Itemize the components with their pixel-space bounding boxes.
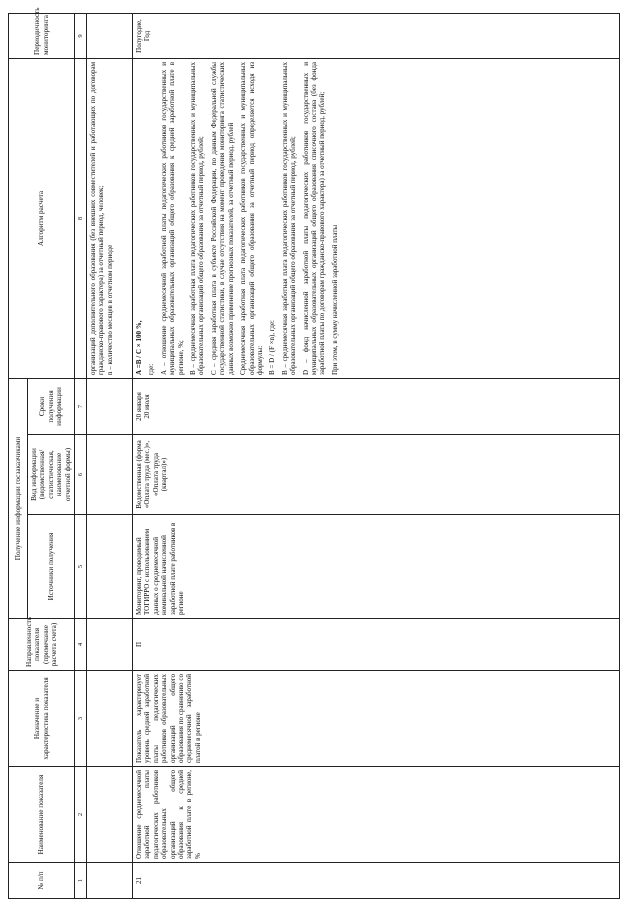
indicators-table	[8, 7, 620, 899]
header-group-info: Получение информации госзаказчиками	[9, 379, 28, 619]
indicator-direction: П	[133, 619, 620, 671]
algorithm-cell	[133, 59, 620, 379]
indicator-description: Показатель характеризует уровень средней заработной платы педагогических работников образовательных организаций общего образования по сравнению со среднемесячной заработной платой в регионе	[133, 671, 620, 767]
algorithm-paragraph: С – средняя заработная плата в субъекте Российской Федерации, по данным Федеральной службы государственной статистики, в случае отсутствия на момент проведения мониторинга статистических данных возможно применение прогнозных показателей, за отчетный период, рублей	[209, 62, 235, 375]
indicator-name: Отношение среднемесячной заработной платы педагогических работников образовательных организаций общего образования к средней заработной плате в регионе, %	[133, 767, 620, 863]
column-number: 5	[75, 515, 87, 619]
algorithm-paragraph: В – среднемесячная заработная плата педагогических работников государственных и муниципальных образовательных организаций общего образования за отчетный период, рублей;	[189, 62, 206, 375]
algorithm-paragraph: При этом, в сумму начисленной заработной платы	[330, 224, 339, 375]
algorithm-paragraph: D – фонд начисленной заработной платы педагогических работников государственных и муниципальных образовательных организаций общего образования списочного состава (без фонда заработной платы по договорам гражданско-правового характера) за отчетный период, рублей;	[301, 62, 327, 375]
row-number: 21	[133, 863, 620, 899]
column-number: 4	[75, 619, 87, 671]
header-direction: Направленность показателя (примечание расчета счета)	[9, 619, 75, 671]
column-number: 2	[75, 767, 87, 863]
info-terms: 20 января 20 июля	[133, 379, 620, 435]
algorithm-paragraph: А – отношение среднемесячной заработной платы педагогических работников государственных и муниципальных образовательных организаций общего образования к средней заработной плате в регионе, %;	[159, 62, 185, 375]
column-number: 9	[75, 14, 87, 59]
header-terms: Сроки получения информации	[28, 379, 75, 435]
header-num: № п/п	[9, 863, 75, 899]
column-number: 7	[75, 379, 87, 435]
column-number-row	[75, 14, 87, 899]
column-number: 8	[75, 59, 87, 379]
continuation-row	[87, 14, 133, 899]
column-number: 6	[75, 435, 87, 515]
column-number: 1	[75, 863, 87, 899]
header-form: Вид информации (ведомственная/ статистическая, наименование отчетной формы)	[28, 435, 75, 515]
header-description: Назначение и характеристика показателя	[9, 671, 75, 767]
info-source: Мониторинг, проводимый ТОГИРРО с использованием данных о среднемесячной номинальной начисленной заработной плате работников в регионе	[133, 515, 620, 619]
info-form: Ведомственная (форма «Оплата труда (мес.)», «Оплата труда (квартал)»)	[133, 435, 620, 515]
monitoring-period: Полугодие, Год	[133, 14, 620, 59]
column-number: 3	[75, 671, 87, 767]
continuation-algorithm-text: организаций дополнительного образования (без внешних совместителей и работающих по договорам гражданско-правового характера) за отчетный период, человек; n – количество месяцев в отчетном периоде	[87, 59, 133, 379]
header-source: Источники получения	[28, 515, 75, 619]
header-name: Наименование показателя	[9, 767, 75, 863]
algorithm-paragraph: В = D / (F ×n), где:	[268, 319, 277, 375]
algorithm-paragraph: Среднемесячная заработная плата педагогических работников государственных и муниципальных образовательных организаций общего образования за отчетный период определяется исходя из формулы:	[239, 62, 264, 375]
algorithm-formula: А =В / С × 100 %,	[135, 320, 144, 375]
table-row	[133, 14, 620, 899]
algorithm-paragraph: где:	[147, 363, 156, 375]
algorithm-paragraph: В – среднемесячная заработная плата педагогических работников государственных и муниципальных образовательных организаций общего образования за отчетный период, рублей;	[280, 62, 298, 375]
header-algorithm: Алгоритм расчета	[9, 59, 75, 379]
header-period: Периодичность мониторинга	[9, 14, 75, 59]
